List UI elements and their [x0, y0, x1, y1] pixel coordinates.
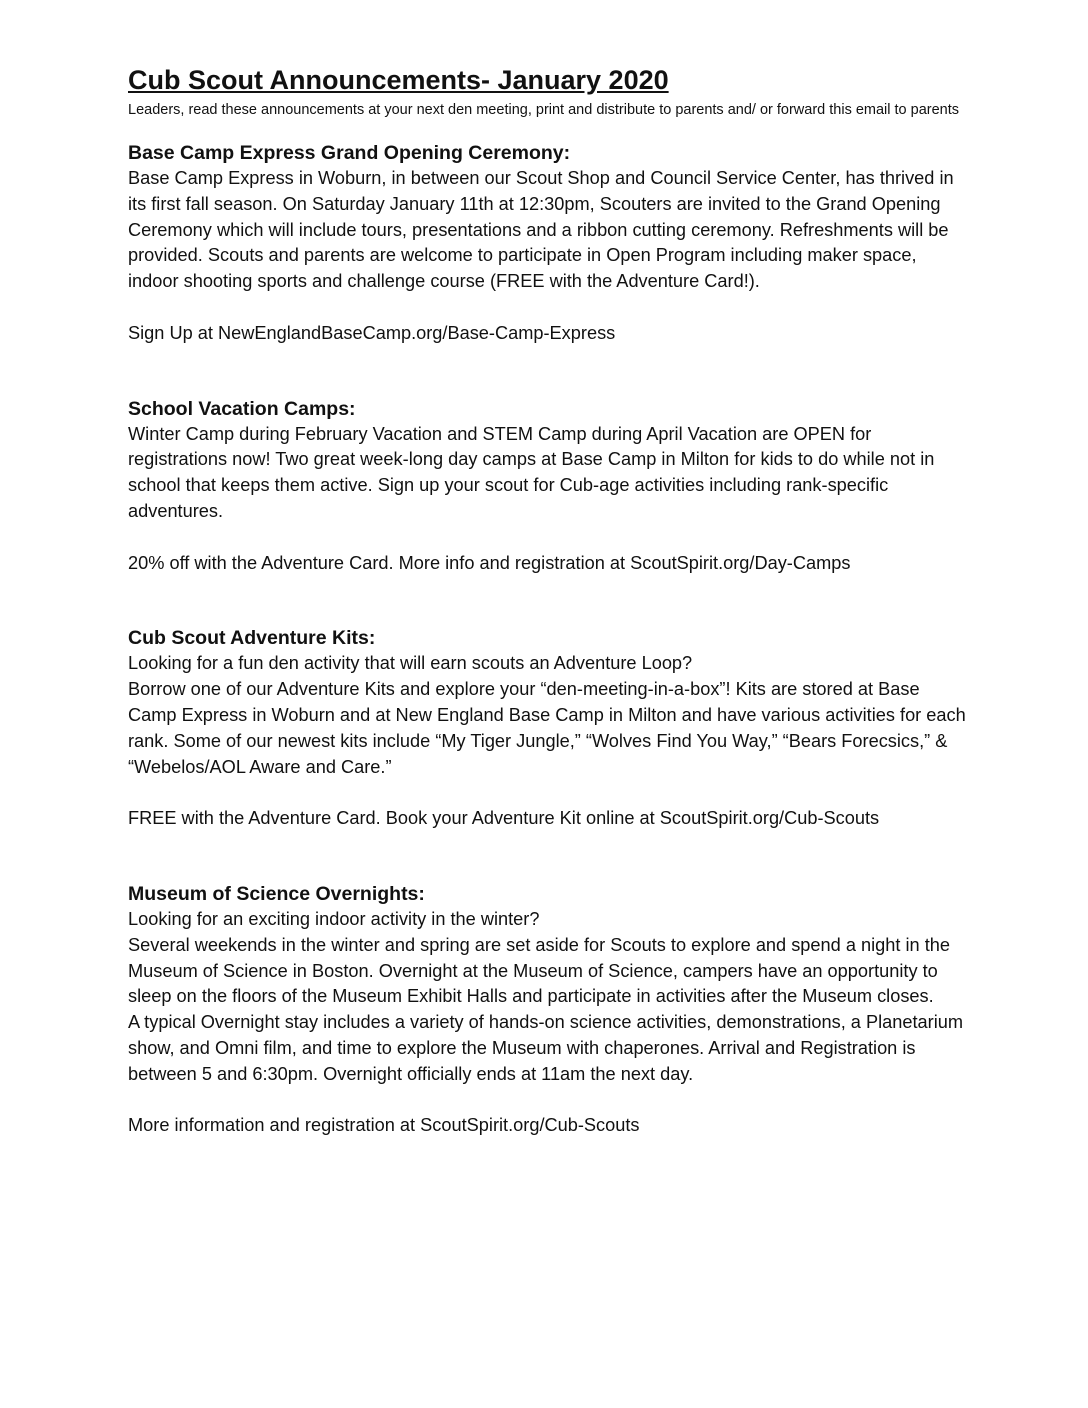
section-paragraph: Looking for a fun den activity that will earn scouts an Adventure Loop?: [128, 653, 693, 674]
section-heading: Museum of Science Overnights:: [128, 882, 425, 905]
section-paragraph: Several weekends in the winter and spring are set aside for Scouts to explore and spend a night in the Museum of Science in Boston. Overnight at the Museum of Science, campers have an opportunity to sleep on the floors of the Museum Exhibit Halls and participate in activities after the Museum closes.: [128, 934, 950, 1007]
section-booking-text: FREE with the Adventure Card. Book your Adventure Kit online at ScoutSpirit.org/Cub-Scouts: [128, 808, 880, 829]
section-registration-text: 20% off with the Adventure Card. More info and registration at ScoutSpirit.org/Day-Camps: [128, 552, 851, 573]
section-heading: Base Camp Express Grand Opening Ceremony:: [128, 142, 571, 164]
section-paragraph: Borrow one of our Adventure Kits and explore your “den-meeting-in-a-box”! Kits are stored at Base Camp Express in Woburn and at New England Base Camp in Milton and have various activities for each rank. Some of our newest kits include “My Tiger Jungle,” “Wolves Find You Way,” “Bears Forecsics,” & “Webelos/AOL Aware and Care.”: [128, 679, 966, 777]
section-paragraph: Winter Camp during February Vacation and STEM Camp during April Vacation are OPEN for registrations now! Two great week-long day camps at Base Camp in Milton for kids to do while not in school that keeps them active. Sign up your scout for Cub-age activities including rank-specific adventures.: [128, 423, 935, 521]
section-school-vacation-camps: [128, 396, 968, 577]
section-heading: School Vacation Camps:: [128, 397, 356, 420]
section-signup-link-text: Sign Up at NewEnglandBaseCamp.org/Base-Camp-Express: [128, 322, 616, 343]
section-heading: Cub Scout Adventure Kits:: [128, 627, 376, 650]
section-paragraph: A typical Overnight stay includes a variety of hands-on science activities, demonstrations, a Planetarium show, and Omni film, and time to explore the Museum with chaperones. Arrival and Registration is between 5 and 6:30pm. Overnight officially ends at 11am the next day.: [128, 1012, 964, 1084]
section-registration-text: More information and registration at ScoutSpirit.org/Cub-Scouts: [128, 1115, 640, 1136]
section-paragraph: Looking for an exciting indoor activity in the winter?: [128, 908, 540, 929]
document-title: Cub Scout Announcements- January 2020: [128, 65, 669, 95]
document-subtitle: Leaders, read these announcements at your next den meeting, print and distribute to parents and/ or forward this email to parents: [128, 102, 960, 118]
section-base-camp-express: [128, 140, 968, 347]
section-museum-overnights: [128, 881, 968, 1139]
document-page: [128, 62, 968, 1139]
section-adventure-kits: [128, 625, 968, 832]
section-paragraph: Base Camp Express in Woburn, in between our Scout Shop and Council Service Center, has thrived in its first fall season. On Saturday January 11th at 12:30pm, Scouters are invited to the Grand Opening Ceremony which will include tours, presentations and a ribbon cutting ceremony. Refreshments will be provided. Scouts and parents are welcome to participate in Open Program including maker space, indoor shooting sports and challenge course (FREE with the Adventure Card!).: [128, 168, 954, 292]
